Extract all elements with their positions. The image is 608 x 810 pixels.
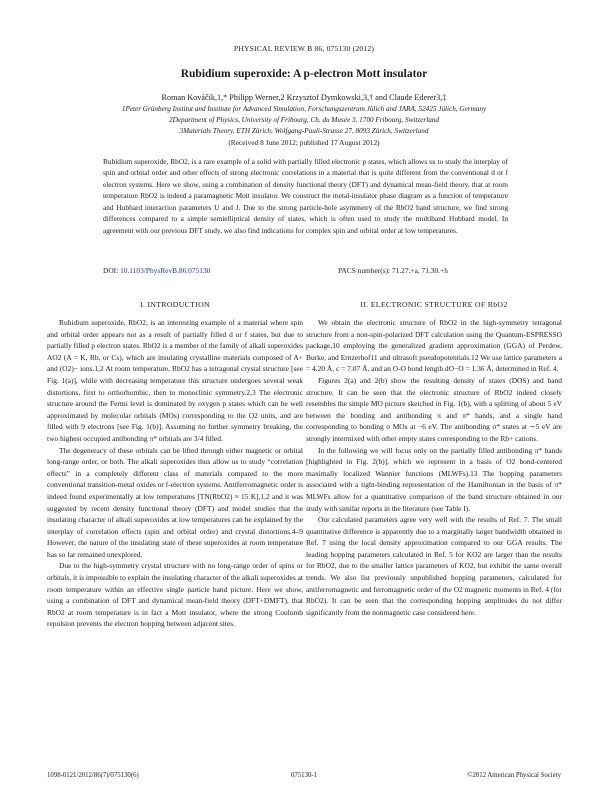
left-column	[47, 300, 303, 630]
structure-paragraph-3: In the following we will focus only on the partially filled antibonding π* bands [highlighted in Fig. 2(b)], which we represent in a basis of O2 bond-centered maximally localized Wannier functions (MLWFs).13 The hopping parameters associated with a tight-binding representation of the Hamiltonian in the basis of π* MLWFs allow for a quantitative comparison of the band structure obtained in our study with similar reports in the literature (see Table I).	[306, 445, 562, 513]
doi-label: DOI:	[103, 266, 119, 275]
abstract: Rubidium superoxide, RbO2, is a rare example of a solid with partially filled electronic p states, which allows us to study the interplay of spin and orbital order and other effects of strong electronic correlations in a material that is quite different from the conventional d or f electron systems. Here we show, using a combination of density functional theory (DFT) and dynamical mean-field theory, that at room temperature RbO2 is indeed a paramagnetic Mott insulator. We construct the metal-insulator phase diagram as a function of temperature and Hubbard interaction parameters U and J. Due to the strong particle-hole asymmetry of the RbO2 band structure, we find strong differences compared to a simple semielliptical density of states, which is often used to study the multiband Hubbard model. In agreement with our previous DFT study, we also find indications for complex spin and orbital order at low temperatures.	[103, 157, 508, 235]
intro-paragraph-3: Due to the high-symmetry crystal structure with no long-range order of spins or orbitals, it is impossible to explain the insulating character of the alkali superoxides at room temperature within an effective single particle band picture. Here we show, using a combination of DFT and dynamical mean-field theory (DFT+DMFT), that RbO2 at room temperature is in fact a Mott insulator, where the strong Coulomb repulsion prevents the electron hopping between adjacent sites.	[47, 561, 303, 629]
affiliation-3: 3Materials Theory, ETH Zürich, Wolfgang-Pauli-Strasse 27, 8093 Zürich, Switzerland	[179, 127, 429, 135]
structure-paragraph-4: Our calculated parameters agree very well with the results of Ref. 7. The small quantitative difference is apparently due to a marginally larger bandwidth obtained in Ref. 7 using the local density approximation compared to our GGA results. The leading hopping parameters calculated in Ref. 5 for KO2 are larger than the results for RbO2, due to the smaller lattice parameters of KO2, but exhibit the same overall trends. We also list previously unpublished hopping parameters, calculated for antiferromagnetic and ferromagnetic order of the O2 magnetic moments in Ref. 4 (for RbO2). It can be seen that the corresponding hopping amplitudes do not differ significantly from the nonmagnetic case considered here.	[306, 515, 562, 617]
affiliation-1: 1Peter Grünberg Institut and Institute for Advanced Simulation, Forschungszentrum Jülich and JARA, 52425 Jülich, Germany	[121, 105, 487, 113]
doi-line	[103, 266, 210, 275]
received-dates: (Received 8 June 2012; published 17 August 2012)	[228, 138, 380, 147]
author-list: Roman Kováčik,1,* Philipp Werner,2 Krzysztof Dymkowski,3,† and Claude Ederer3,‡	[161, 93, 447, 102]
affiliation-2: 2Department of Physics, University of Fribourg, Ch. du Musée 3, 1700 Fribourg, Switzerland	[169, 116, 439, 124]
footer-copyright: ©2012 American Physical Society	[467, 772, 561, 779]
doi-link[interactable]: 10.1103/PhysRevB.86.075130	[120, 266, 211, 275]
intro-paragraph-2: The degeneracy of these orbitals can be lifted through either magnetic or orbital long-range order, or both. The alkali superoxides thus allow us to study “correlation effects” in a completely different class of materials compared to the more conventional transition-metal oxides or f-electron systems. Antiferromagnetic order is indeed found experimentally at low temperatures [TN(RbO2) ≈ 15 K],1,2 and it was suggested by recent density functional theory (DFT) and model studies that the insulating character of alkali superoxides at low temperatures can be explained by the interplay of correlation effects (spin and orbital order) and crystal distortions.4–9 However, the nature of the insulating state of these superoxides at room temperature has so far remained unexplored.	[47, 445, 303, 559]
paper-title: Rubidium superoxide: A p-electron Mott insulator	[180, 68, 428, 80]
structure-paragraph-2: Figures 2(a) and 2(b) show the resulting density of states (DOS) and band structure. It can be seen that the electronic structure of RbO2 indeed closely resembles the simple MO picture sketched in Fig. 1(b), with a splitting of about 5 eV between the bonding and antibonding π and π* bands, and a single band corresponding to bonding σ MOs at −6 eV. The antibonding σ* states at ∼5 eV are strongly intermixed with other empty states corresponding to the Rb+ cations.	[306, 375, 562, 443]
journal-header: PHYSICAL REVIEW B 86, 075130 (2012)	[233, 44, 375, 53]
footer-issn: 1098-0121/2012/86(7)/075130(6)	[47, 772, 139, 779]
right-column	[306, 300, 562, 618]
section-heading-introduction: I. INTRODUCTION	[140, 300, 210, 309]
structure-paragraph-1: We obtain the electronic structure of RbO2 in the high-symmetry tetragonal structure from a non-spin-polarized DFT calculation using the Quantum-ESPRESSO package,10 employing the generalized gradient approximation (GGA) of Perdew, Burke, and Ernzerhof11 and ultrasoft pseudopotentials.12 We use lattice parameters a = 4.20 Å, c = 7.07 Å, and an O-O bond length dO−O = 1.36 Å, determined in Ref. 4.	[306, 318, 562, 374]
intro-paragraph-1: Rubidium superoxide, RbO2, is an interesting example of a material where spin and orbital order appears not as a result of partially filled d or f states, but due to partially filled p electron states. RbO2 is a member of the family of alkali superoxides AO2 (A = K, Rb, or Cs), which are insulating crystalline materials composed of A+ and (O2)− ions.1,2 At room temperature, RbO2 has a tetragonal crystal structure [see Fig. 1(a)], while with decreasing temperature this structure undergoes several weak distortions, first to orthorhombic, then to monoclinic symmetry.2,3 The electronic structure around the Fermi level is dominated by oxygen p states which can be well approximated by molecular orbitals (MOs) corresponding to the O2 units, and are filled with 9 electrons [see Fig. 1(b)]. Assuming no further symmetry breaking, the two highest occupied antibonding π* orbitals are 3/4 filled.	[47, 318, 303, 443]
footer-page-number: 075130-1	[290, 772, 318, 779]
section-heading-electronic-structure: II. ELECTRONIC STRUCTURE OF RbO2	[360, 300, 508, 309]
pacs-numbers: PACS number(s): 71.27.+a, 71.30.+h	[338, 266, 448, 275]
